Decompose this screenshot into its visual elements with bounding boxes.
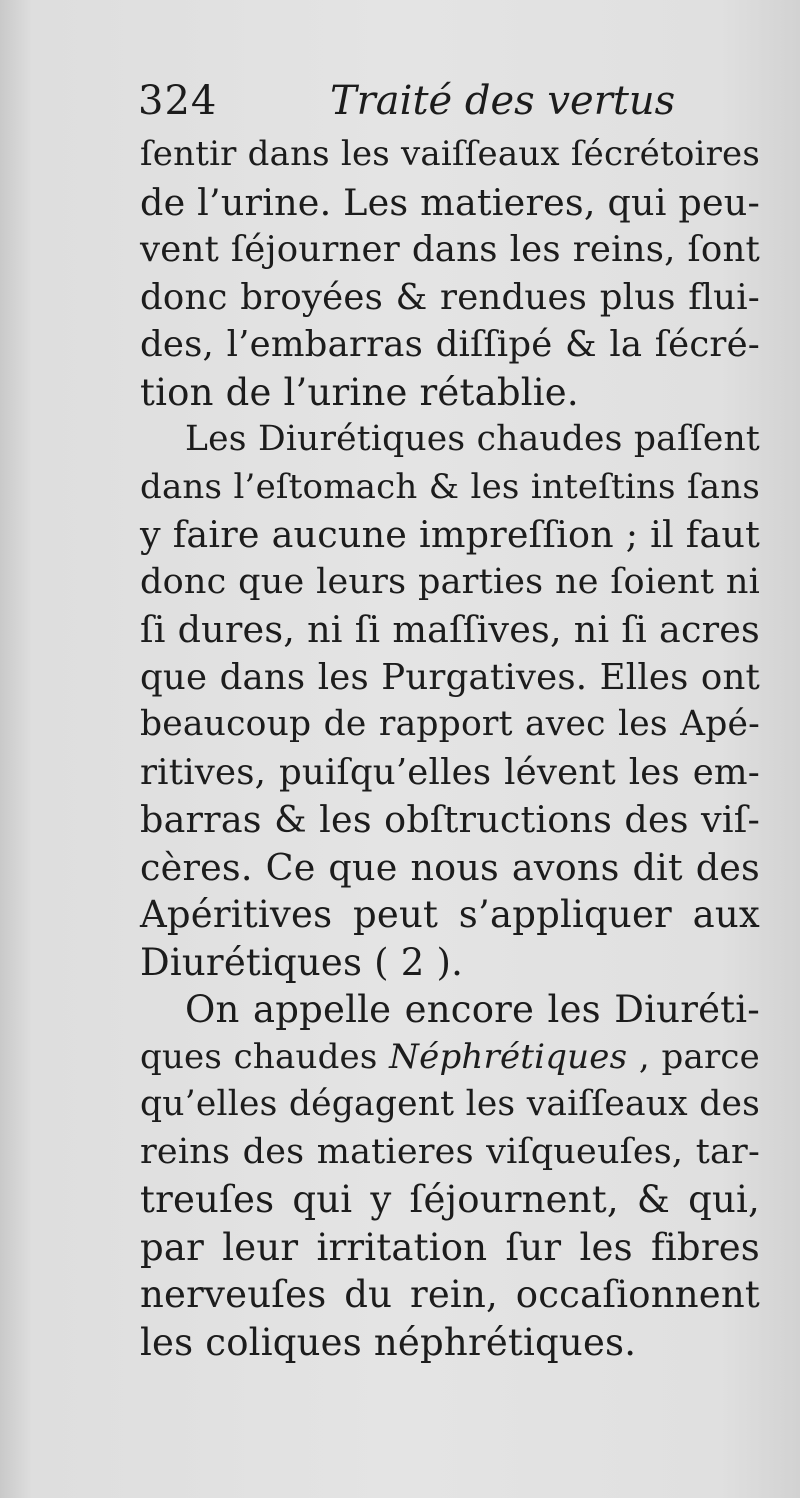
text-line: tion de l’urine rétablie. (140, 370, 579, 414)
page-number: 324 (138, 78, 218, 124)
text-line: cères. Ce que nous avons dit des (140, 845, 760, 889)
text-line: dans l’eſtomach & les inteſtins ſans (140, 466, 760, 507)
italic-term: Néphrétiques (389, 1036, 628, 1077)
text-line: y faire aucune impreſſion ; il faut (140, 513, 760, 556)
text-line: treuſes qui y ſéjournent, & qui, (140, 1178, 760, 1221)
text-line: reins des matieres viſqueuſes, tar- (140, 1131, 760, 1172)
text-line: donc broyées & rendues plus flui- (140, 276, 760, 318)
text-line: barras & les obſtructions des viſ- (140, 798, 760, 841)
text-line: Diurétiques ( 2 ). (140, 940, 464, 984)
text-line: ſentir dans les vaiſſeaux ſécrétoires (140, 134, 760, 174)
text-line: On appelle encore les Diuréti- (185, 988, 760, 1031)
text-line: les coliques néphrétiques. (140, 1320, 637, 1364)
text-line: par leur irritation ſur les fibres (140, 1225, 760, 1269)
text-line: Apéritives peut s’appliquer aux (140, 893, 760, 936)
text-line: qu’elles dégagent les vaiſſeaux des (140, 1084, 760, 1124)
body-text (140, 131, 760, 1366)
text-line: ritives, puiſqu’elles lévent les em- (140, 751, 760, 793)
text-line: Les Diurétiques chaudes paſſent (185, 419, 760, 459)
text-line-with-italic (140, 1034, 760, 1082)
text-line: beaucoup de rapport avec les Apé- (140, 704, 760, 744)
running-title: Traité des vertus (330, 78, 676, 124)
text-line: vent ſéjourner dans les reins, ſont (140, 229, 760, 270)
text-line: nerveuſes du rein, occaſionnent (140, 1273, 760, 1316)
text-line: des, l’embarras diſſipé & la ſécré- (140, 324, 760, 365)
text-line: ſi dures, ni ſi maſſives, ni ſi acres (140, 608, 760, 651)
text-line: donc que leurs parties ne ſoient ni (140, 561, 760, 602)
text-line: de l’urine. Les matieres, qui peu- (140, 180, 761, 224)
text-segment: , parce (627, 1036, 760, 1077)
text-line: que dans les Purgatives. Elles ont (140, 656, 760, 698)
page-header (138, 76, 738, 126)
text-segment: ques chaudes (140, 1036, 390, 1077)
